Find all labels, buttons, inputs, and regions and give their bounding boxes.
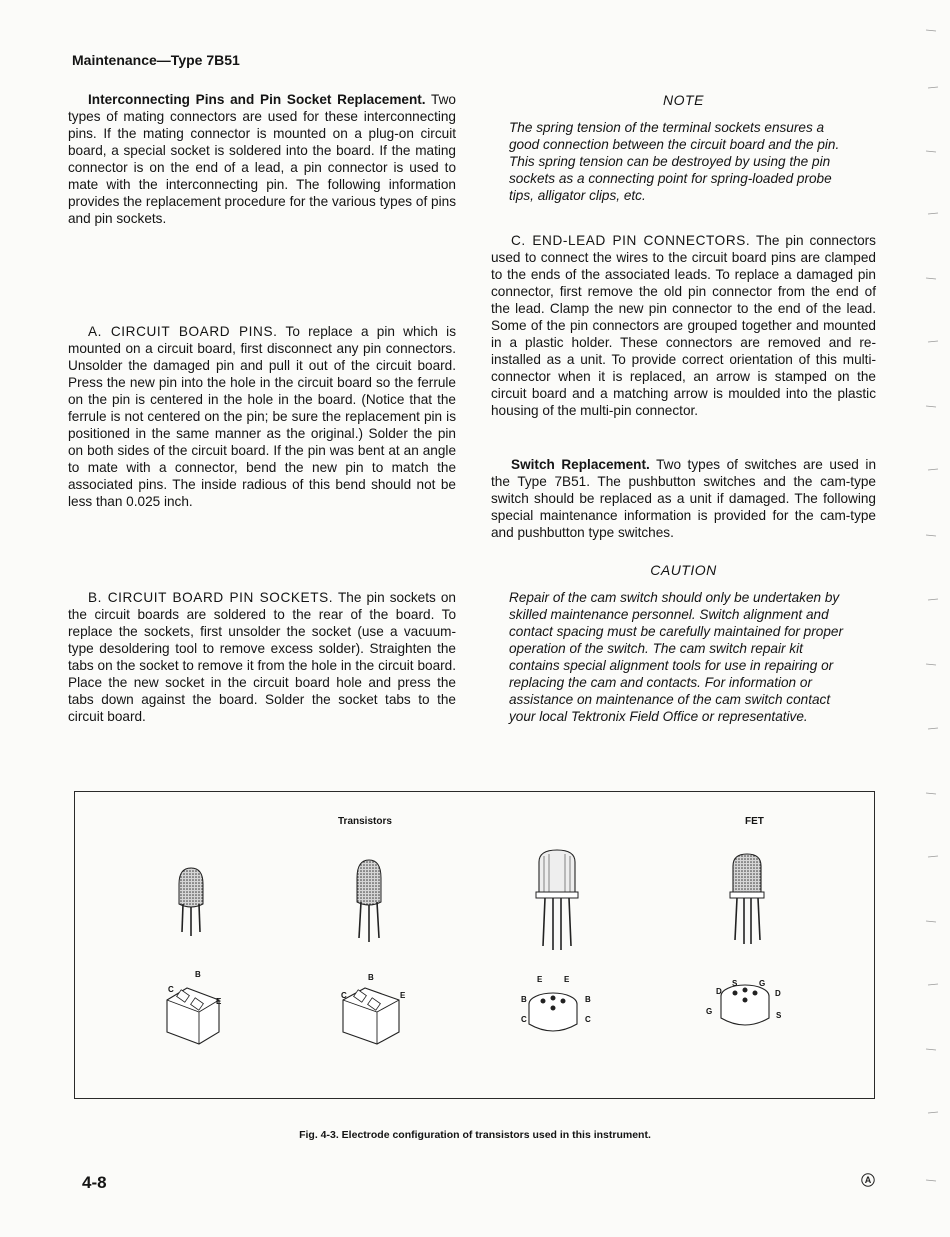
caution-text: Repair of the cam switch should only be undertaken by skilled maintenance personnel. Switch alignment and contact spacing must be carefully maintained for proper operation of the switch. The cam switch repair kit contains special alignment tools for use in repairing or replacing the cam and contacts. For information or assistance on maintenance of the cam switch contact your local Tektronix Field Office or representative. <box>509 590 843 724</box>
pin-label-b: B <box>585 995 591 1004</box>
switch-heading: Switch Replacement. <box>511 457 650 472</box>
section-c-text: The pin connectors used to connect the wires to the circuit board pins are clamped to the ends of the associated leads. To replace a damaged pin connector, first remove the old pin connector from the end of the lead. Clamp the new pin connector to the end of the lead. Some of the pin connectors are grouped together and mounted in a plastic holder. These connectors are removed and re-installed as a unit. To provide correct orientation of this multi-connector when it is replaced, an arrow is stamped on the circuit board and a matching arrow is moulded into the plastic housing of the multi-pin connector. <box>491 233 876 418</box>
pin-label-b: B <box>368 973 374 982</box>
pin-label-e: E <box>564 975 570 984</box>
note-title: NOTE <box>663 92 704 108</box>
transistor-2-pinout <box>343 988 399 1044</box>
pin-label-g: G <box>759 979 766 988</box>
transistor-3-pinout <box>529 993 577 1031</box>
section-c-heading: C. END-LEAD PIN CONNECTORS. <box>511 233 751 248</box>
transistor-figure <box>74 791 875 1099</box>
pin-label-d: D <box>716 987 722 996</box>
pin-label-c: C <box>341 991 347 1000</box>
section-b-heading: B. CIRCUIT BOARD PIN SOCKETS. <box>88 590 334 605</box>
pin-label-b: B <box>195 970 201 979</box>
section-b-paragraph <box>68 589 456 725</box>
transistor-2-drawing <box>357 860 381 942</box>
transistor-3-drawing <box>536 850 578 950</box>
switch-paragraph <box>491 456 876 541</box>
transistors-label: Transistors <box>338 816 392 827</box>
switch-text: Two types of switches are used in the Type 7B51. The pushbutton switches and the cam-type switch should be replaced as a unit if damaged. The following special maintenance information is provided for the cam-type and pushbutton type switches. <box>491 457 877 540</box>
section-a-heading: A. CIRCUIT BOARD PINS. <box>88 324 278 339</box>
note-text: The spring tension of the terminal sockets ensures a good connection between the circuit board and the pin. This spring tension can be destroyed by using the pin sockets as a connecting point for spring-loaded probe tips, alligator clips, etc. <box>509 120 840 203</box>
note-block <box>491 92 876 204</box>
page-header: Maintenance—Type 7B51 <box>72 52 240 68</box>
tektronix-logo <box>861 1173 875 1187</box>
section-c-paragraph <box>491 232 876 419</box>
pin-label-e: E <box>537 975 543 984</box>
fet-drawing <box>730 854 764 944</box>
pin-label-b: B <box>521 995 527 1004</box>
fet-label: FET <box>745 816 764 827</box>
pin-label-s: S <box>776 1011 782 1020</box>
intro-heading: Interconnecting Pins and Pin Socket Replacement. <box>88 92 426 107</box>
pin-label-c: C <box>585 1015 591 1024</box>
pin-label-c: C <box>521 1015 527 1024</box>
section-a-text: To replace a pin which is mounted on a circuit board, first disconnect any pin connectors. Unsolder the damaged pin and pull it out of the circuit board. Press the new pin into the hole in the circuit board so the ferrule on the pin is centered in the hole in the board. (Notice that the ferrule is not centered on the pin; be sure the replacement pin is positioned in the same manner as the original.) Solder the pin on both sides of the circuit board. If the pin was bent at an angle to mate with a connector, bend the new pin to match the associated pins. The inside radious of this bend should not be less than 0.025 inch. <box>68 324 456 509</box>
pin-label-e: E <box>216 997 222 1006</box>
intro-text: Two types of mating connectors are used for these interconnecting pins. If the mating connector is mounted on a plug-on circuit board, a special socket is soldered into the board. If the mating connector is on the end of a lead, a pin connector is used to mate with the interconnecting pin. The following information provides the replacement procedure for the various types of pins and pin sockets. <box>68 92 456 226</box>
pin-label-e: E <box>400 991 406 1000</box>
figure-drawings <box>75 792 873 1097</box>
right-column <box>491 0 876 725</box>
pin-label-c: C <box>168 985 174 994</box>
pin-label-d: D <box>775 989 781 998</box>
left-column <box>68 0 456 725</box>
intro-paragraph <box>68 91 456 227</box>
transistor-1-pinout <box>167 988 219 1044</box>
margin-marks <box>920 0 950 1237</box>
logo-letter: A <box>864 1175 872 1186</box>
section-b-text: The pin sockets on the circuit boards are soldered to the rear of the board. To replace the sockets, first unsolder the socket (use a vacuum-type desoldering tool to remove excess solder). Straighten the tabs on the socket to remove it from the hole in the circuit board. Place the new socket in the circuit board hole and press the tabs down against the board. Solder the socket tabs to the circuit board. <box>68 590 456 724</box>
figure-caption: Fig. 4-3. Electrode configuration of transistors used in this instrument. <box>299 1129 651 1141</box>
section-a-paragraph <box>68 323 456 510</box>
caution-block <box>491 562 876 725</box>
fet-pinout <box>721 985 769 1025</box>
caution-title: CAUTION <box>650 562 717 578</box>
page-number: 4-8 <box>82 1173 107 1192</box>
pin-label-g: G <box>706 1007 713 1016</box>
pin-label-s: S <box>732 979 738 988</box>
transistor-1-drawing <box>179 868 203 936</box>
